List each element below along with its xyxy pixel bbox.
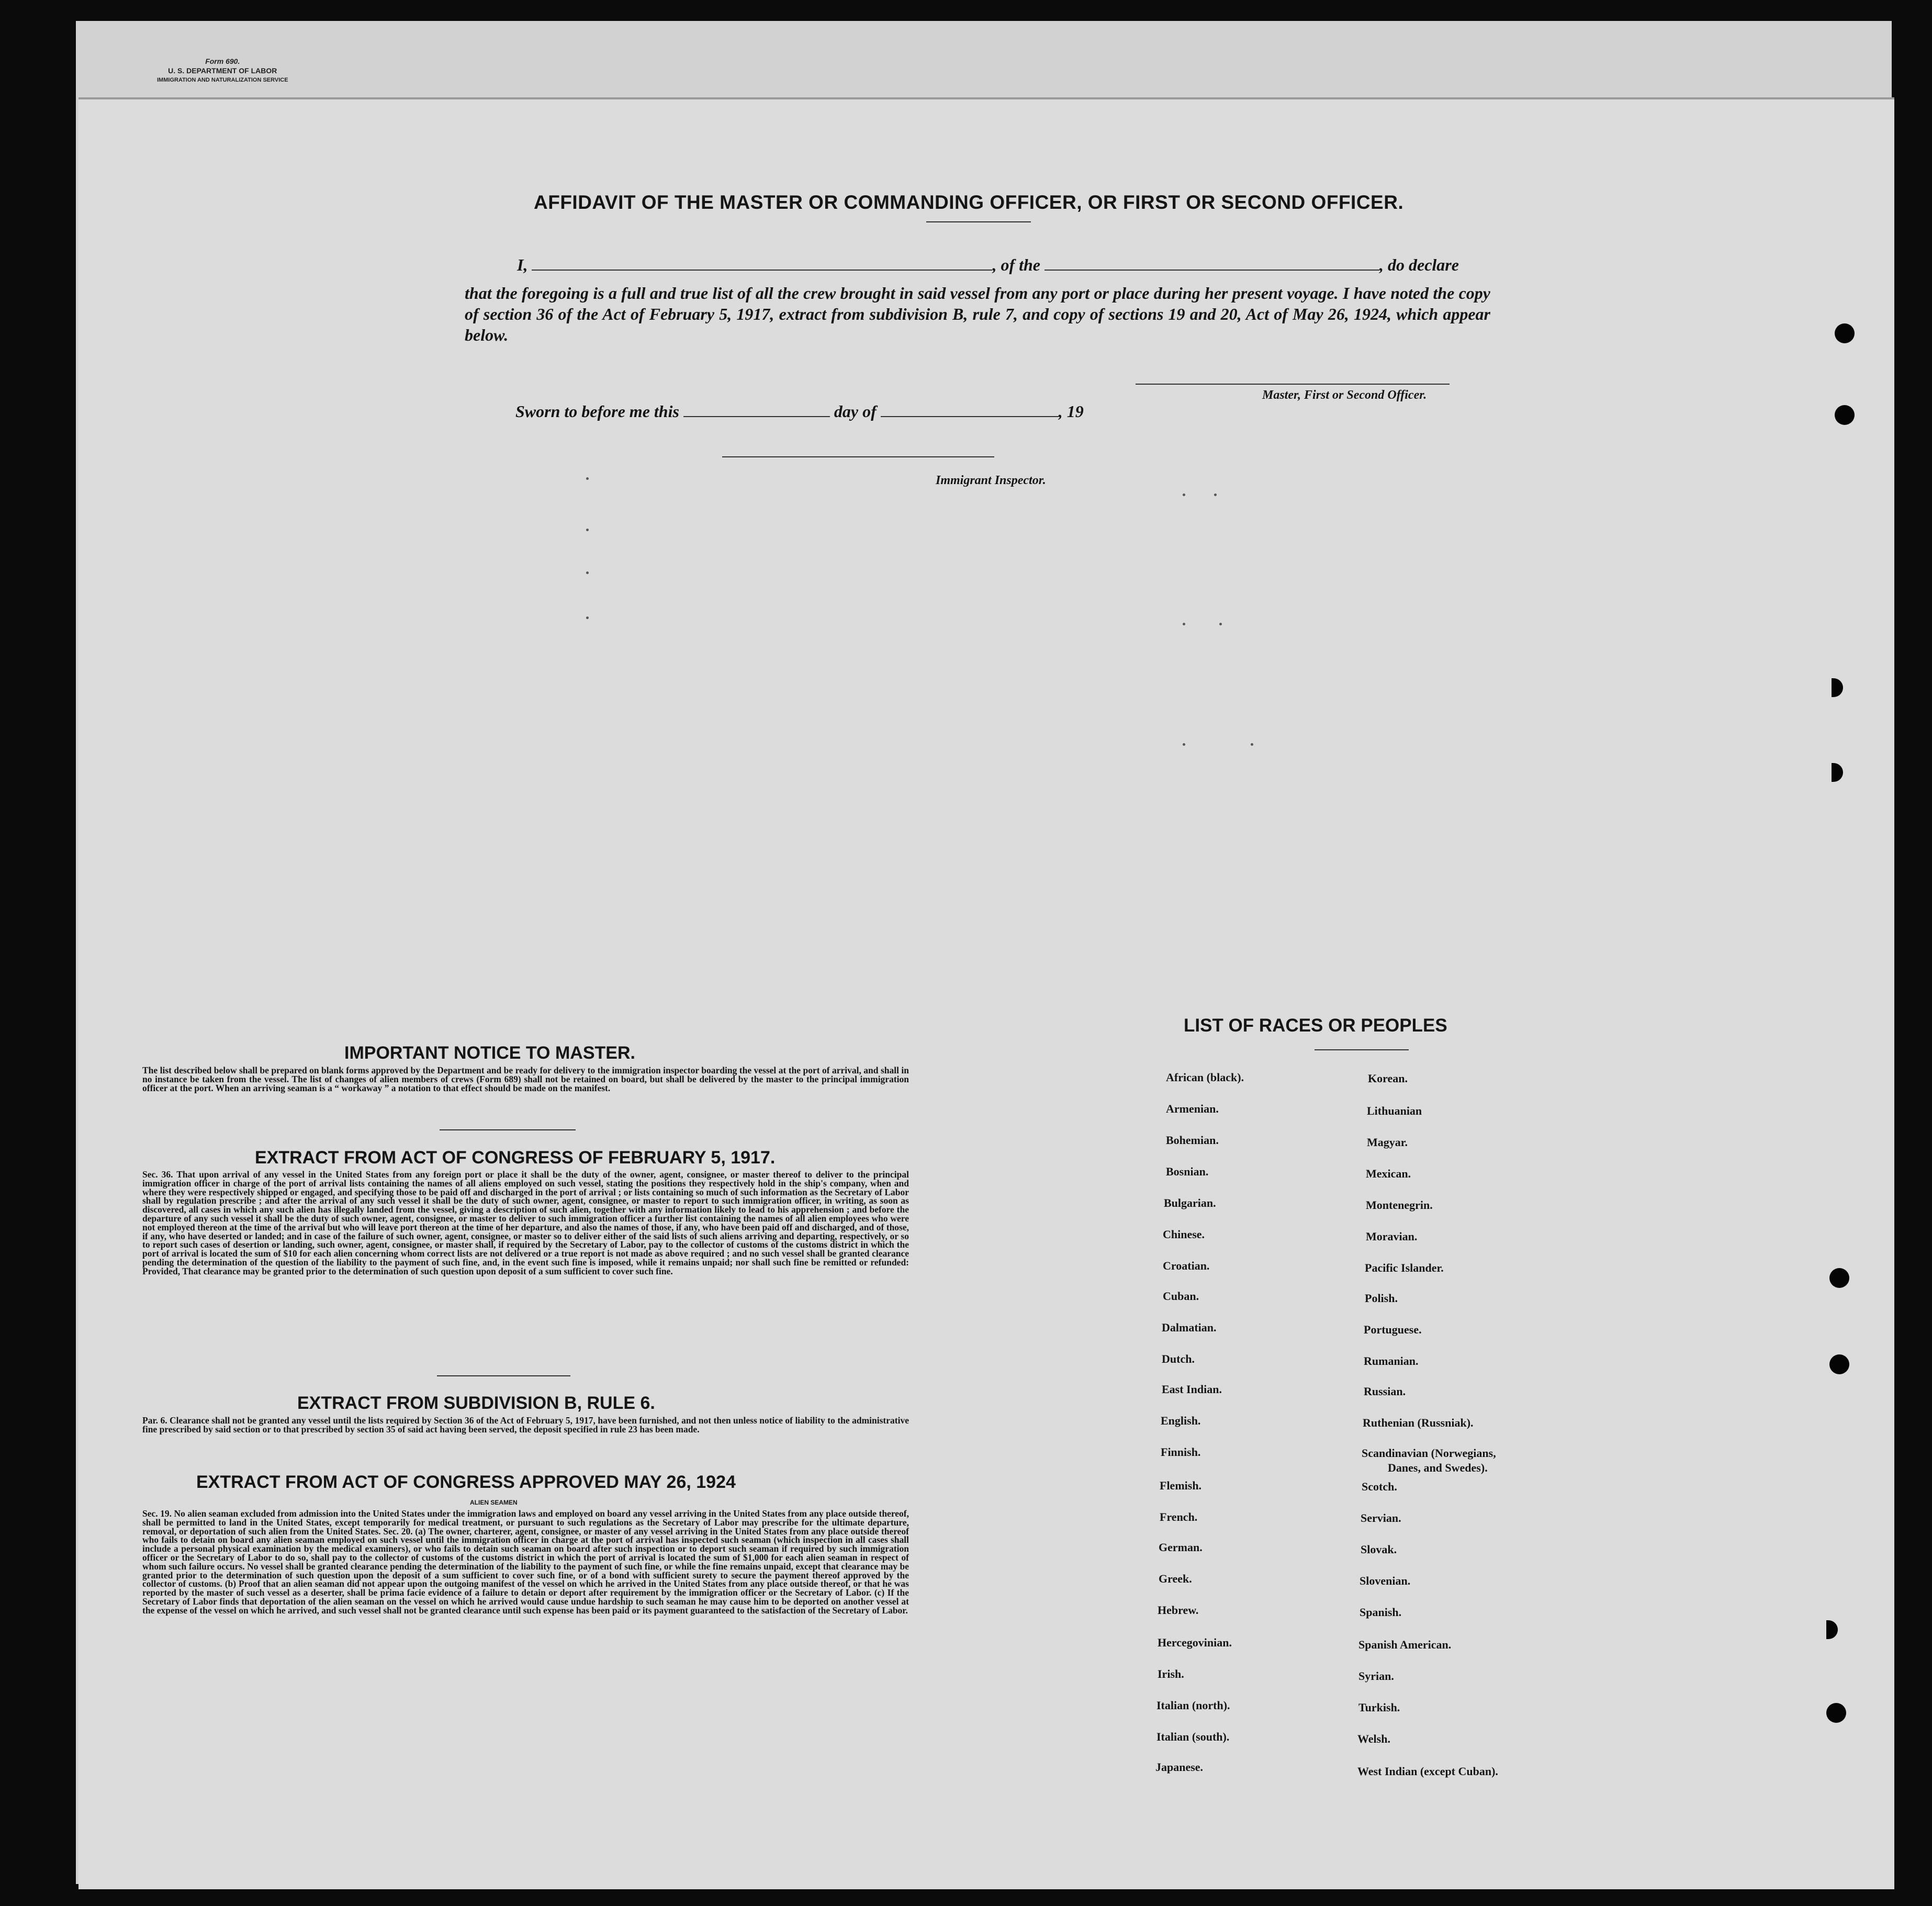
extract-1917-title: EXTRACT FROM ACT OF CONGRESS OF FEBRUARY 5, 1917. [255, 1148, 776, 1168]
faint-mark [1183, 623, 1185, 625]
extract-1924-title: EXTRACT FROM ACT OF CONGRESS APPROVED MAY 26, 1924 [196, 1472, 736, 1492]
form-header [157, 57, 288, 85]
race-item: Ruthenian (Russniak). [1363, 1416, 1474, 1429]
faint-mark [586, 616, 589, 619]
binder-hole [1826, 1703, 1846, 1723]
day-of-label: day of [834, 402, 877, 421]
race-item: Turkish. [1358, 1701, 1400, 1714]
notice-rule [440, 1129, 576, 1130]
race-item: Mexican. [1366, 1167, 1411, 1180]
rule6-title: EXTRACT FROM SUBDIVISION B, RULE 6. [297, 1393, 655, 1413]
faint-mark [1183, 743, 1185, 746]
year-label: , 19 [1058, 402, 1084, 421]
affidavit-title: AFFIDAVIT OF THE MASTER OR COMMANDING OFFICER, OR FIRST OR SECOND OFFICER. [534, 192, 1404, 213]
race-item: Greek. [1159, 1572, 1192, 1585]
race-item: East Indian. [1162, 1383, 1222, 1396]
race-item: Hercegovinian. [1158, 1636, 1232, 1649]
do-declare-label: , do declare [1379, 255, 1459, 274]
service-name: IMMIGRATION AND NATURALIZATION SERVICE [157, 77, 288, 83]
race-item: Scandinavian (Norwegians, [1362, 1447, 1496, 1460]
affidavit-declaration-line [517, 255, 1459, 275]
faint-mark [1183, 494, 1185, 496]
race-item: Spanish American. [1358, 1638, 1452, 1651]
race-item: Italian (north). [1156, 1699, 1230, 1712]
race-item: Japanese. [1155, 1761, 1204, 1774]
race-item: Syrian. [1358, 1669, 1394, 1683]
race-item: Portuguese. [1364, 1323, 1422, 1336]
races-rule [1315, 1049, 1409, 1050]
race-item: Italian (south). [1156, 1730, 1230, 1743]
day-blank[interactable] [683, 416, 830, 417]
faint-mark [586, 571, 589, 574]
race-item: Moravian. [1366, 1230, 1418, 1243]
race-item: African (black). [1166, 1071, 1244, 1084]
faint-mark [1251, 743, 1253, 746]
race-item: Croatian. [1163, 1259, 1210, 1272]
race-item: Bohemian. [1166, 1134, 1219, 1147]
vessel-blank[interactable] [1044, 270, 1379, 271]
race-item: Dutch. [1162, 1352, 1195, 1365]
race-item: German. [1159, 1541, 1203, 1554]
race-item: Irish. [1158, 1667, 1184, 1680]
race-item: Flemish. [1160, 1479, 1202, 1492]
race-item: West Indian (except Cuban). [1357, 1765, 1498, 1778]
extract-1917-rule [437, 1375, 570, 1376]
race-item: Russian. [1364, 1385, 1406, 1398]
race-item: Dalmatian. [1162, 1321, 1217, 1334]
race-item: Polish. [1365, 1292, 1398, 1305]
signature-line[interactable] [1136, 384, 1450, 385]
faint-mark [1219, 623, 1222, 625]
sworn-line [515, 402, 1084, 421]
affidavit-body: that the foregoing is a full and true list of all the crew brought in said vessel from any port or place during her present voyage. I have noted the copy of section 36 of the Act of February 5, 1917, extract from subdivision B, rule 7, and copy of sections 19 and 20, Act of May 26, 1924, which appear below. [465, 284, 1490, 344]
race-item: Welsh. [1357, 1732, 1390, 1745]
race-item: Magyar. [1367, 1136, 1408, 1149]
name-blank[interactable] [532, 270, 992, 271]
race-item: Montenegrin. [1366, 1198, 1433, 1212]
faint-mark [586, 529, 589, 531]
race-item: English. [1161, 1414, 1201, 1427]
inspector-signature-line[interactable] [722, 456, 994, 457]
sworn-prefix: Sworn to before me this [515, 402, 679, 421]
binder-hole [1835, 405, 1855, 425]
of-the-label: , of the [992, 255, 1040, 274]
race-item: Spanish. [1360, 1606, 1402, 1619]
race-item: Rumanian. [1364, 1354, 1419, 1367]
form-sheet [78, 99, 1894, 1889]
race-item: Chinese. [1163, 1228, 1205, 1241]
race-item: Slovak. [1361, 1543, 1397, 1556]
race-item: French. [1160, 1510, 1198, 1523]
extract-1924-text: Sec. 19. No alien seaman excluded from admission into the United States under the immigration laws and employed on board any vessel arriving in the United States from any place outside thereof, shall be permitted to land in the United States, except temporarily for medical treatment, or pursuant to such regulations as the Secretary of Labor may prescribe for the ultimate departure, removal, or deportation of such alien from the United States. Sec. 20. (a) The owner, charterer, agent, consignee, or master of any vessel arriving in the United States from any place outside thereof who fails to detain on board any alien seaman employed on such vessel until the immigration officer in charge at the port of arrival has inspected such seaman (which inspection in all cases shall include a personal physical examination by the medical examiners), or who fails to detain such seaman on board after such inspection or to deport such seaman if required by such immigration officer or the Secretary of Labor to do so, shall pay to the collector of customs of the customs district in which the port of arrival is located the sum of $1,000 for each alien seaman in respect of whom such failure occurs. No vessel shall be granted clearance pending the determination of the liability to the payment of such fine, or while the fine remains unpaid, except that clearance may be granted prior to the determination of such question upon the deposit of a sum sufficient to cover such fine, or of a bond with sufficient surety to secure the payment thereof approved by the collector of customs. (b) Proof that an alien seaman did not appear upon the outgoing manifest of the vessel on which he arrived in the United States from any place outside thereof, or that he was reported by the master of such vessel as a deserter, shall be prima facie evidence of a failure to detain or deport after requirement by the immigration officer or the Secretary of Labor. (c) If the Secretary of Labor finds that deportation of the alien seaman on the vessel on which he arrived would cause undue hardship to such seaman he may cause him to be deported on another vessel at the expense of the vessel on which he arrived, and such vessel shall not be granted clearance until such expense has been paid or its payment guaranteed to the satisfaction of the Secretary of Labor. [142, 1508, 909, 1616]
extract-1917-text: Sec. 36. That upon arrival of any vessel in the United States from any foreign port or place it shall be the duty of the owner, agent, consignee, or master thereof to deliver to the principal immigration officer in charge of the port of arrival lists containing the names of all aliens employed on such vessel, stating the positions they respectively hold in the ship's company, when and where they were respectively shipped or engaged, and specifying those to be paid off and discharged in the port of arrival ; or lists containing so much of such information as the Secretary of Labor shall by regulation prescribe ; and after the arrival of any such vessel it shall be the duty of such owner, agent, consignee, or master to report to such immigration officer, in writing, as soon as discovered, all cases in which any such alien has illegally landed from the vessel, giving a description of such alien, together with any information likely to lead to his apprehension ; and before the departure of any such vessel it shall be the duty of such owner, agent, consignee, or master to deliver to such immigration officer a further list containing the names of all alien employees who were not employed thereon at the time of the arrival but who will leave port thereon at the time of her departure, and also the names of those, if any, who have been paid off and discharged, and of those, if any, who have deserted or landed; and in case of the failure of such owner, agent, consignee, or master so to deliver either of the said lists of such aliens arriving and departing, respectively, or so to report such cases of desertion or landing, such owner, agent, consignee, or master shall, if required by the Secretary of Labor, pay to the collector of customs of the customs district in which the port of arrival is located the sum of $10 for each alien concerning whom correct lists are not delivered or a true report is not made as above required ; and no such vessel shall be granted clearance pending the determination of the question of the liability to the payment of such fine, and, in the event such fine is imposed, while it remains unpaid; nor shall such fine be remitted or refunded: Provided, That clearance may be granted prior to the determination of such question upon deposit of a sum sufficient to cover such fine. [142, 1169, 909, 1276]
notice-title: IMPORTANT NOTICE TO MASTER. [344, 1043, 635, 1063]
race-item: Servian. [1361, 1511, 1401, 1524]
form-number: Form 690. [205, 57, 240, 65]
race-item: Slovenian. [1360, 1574, 1411, 1587]
affidavit-i-label: I, [517, 255, 528, 274]
rule6-text: Par. 6. Clearance shall not be granted any vessel until the lists required by Section 36 of the Act of February 5, 1917, have been furnished, and not then unless notice of liability to the administrative fine prescribed by said section or to that prescribed by section 35 of said act having been served, the deposit specified in rule 23 has been made. [142, 1415, 909, 1434]
race-item: Armenian. [1166, 1102, 1219, 1115]
extract-1924-subtitle: ALIEN SEAMEN [470, 1499, 518, 1506]
race-item: Danes, and Swedes). [1388, 1461, 1488, 1474]
race-item: Finnish. [1161, 1445, 1201, 1459]
race-item: Korean. [1368, 1072, 1408, 1085]
binder-hole [1835, 323, 1855, 343]
title-rule [926, 221, 1031, 222]
races-title: LIST OF RACES OR PEOPLES [1184, 1015, 1447, 1036]
race-item: Hebrew. [1158, 1604, 1199, 1617]
notice-text: The list described below shall be prepared on blank forms approved by the Department and be ready for delivery to the immigration inspector boarding the vessel at the port of arrival, and shall in no instance be taken from the vessel. The list of changes of alien members of crews (Form 689) shall not be retained on board, but shall be delivered by the master to the principal immigration officer at the port. When an arriving seaman is a “ workaway ” a notation to that effect should be made on the manifest. [142, 1065, 909, 1093]
department-name: U. S. DEPARTMENT OF LABOR [168, 66, 277, 75]
faint-mark [1214, 494, 1217, 496]
inspector-caption: Immigrant Inspector. [936, 474, 1046, 487]
race-item: Bulgarian. [1164, 1196, 1216, 1209]
binder-hole [1829, 1354, 1849, 1374]
faint-mark [586, 477, 589, 480]
race-item: Scotch. [1362, 1480, 1397, 1493]
race-item: Bosnian. [1166, 1165, 1209, 1178]
race-item: Lithuanian [1367, 1104, 1422, 1117]
month-blank[interactable] [881, 416, 1059, 417]
race-item: Pacific Islander. [1365, 1261, 1444, 1274]
race-item: Cuban. [1163, 1290, 1199, 1303]
signature-caption: Master, First or Second Officer. [1262, 388, 1427, 402]
binder-hole [1829, 1268, 1849, 1288]
